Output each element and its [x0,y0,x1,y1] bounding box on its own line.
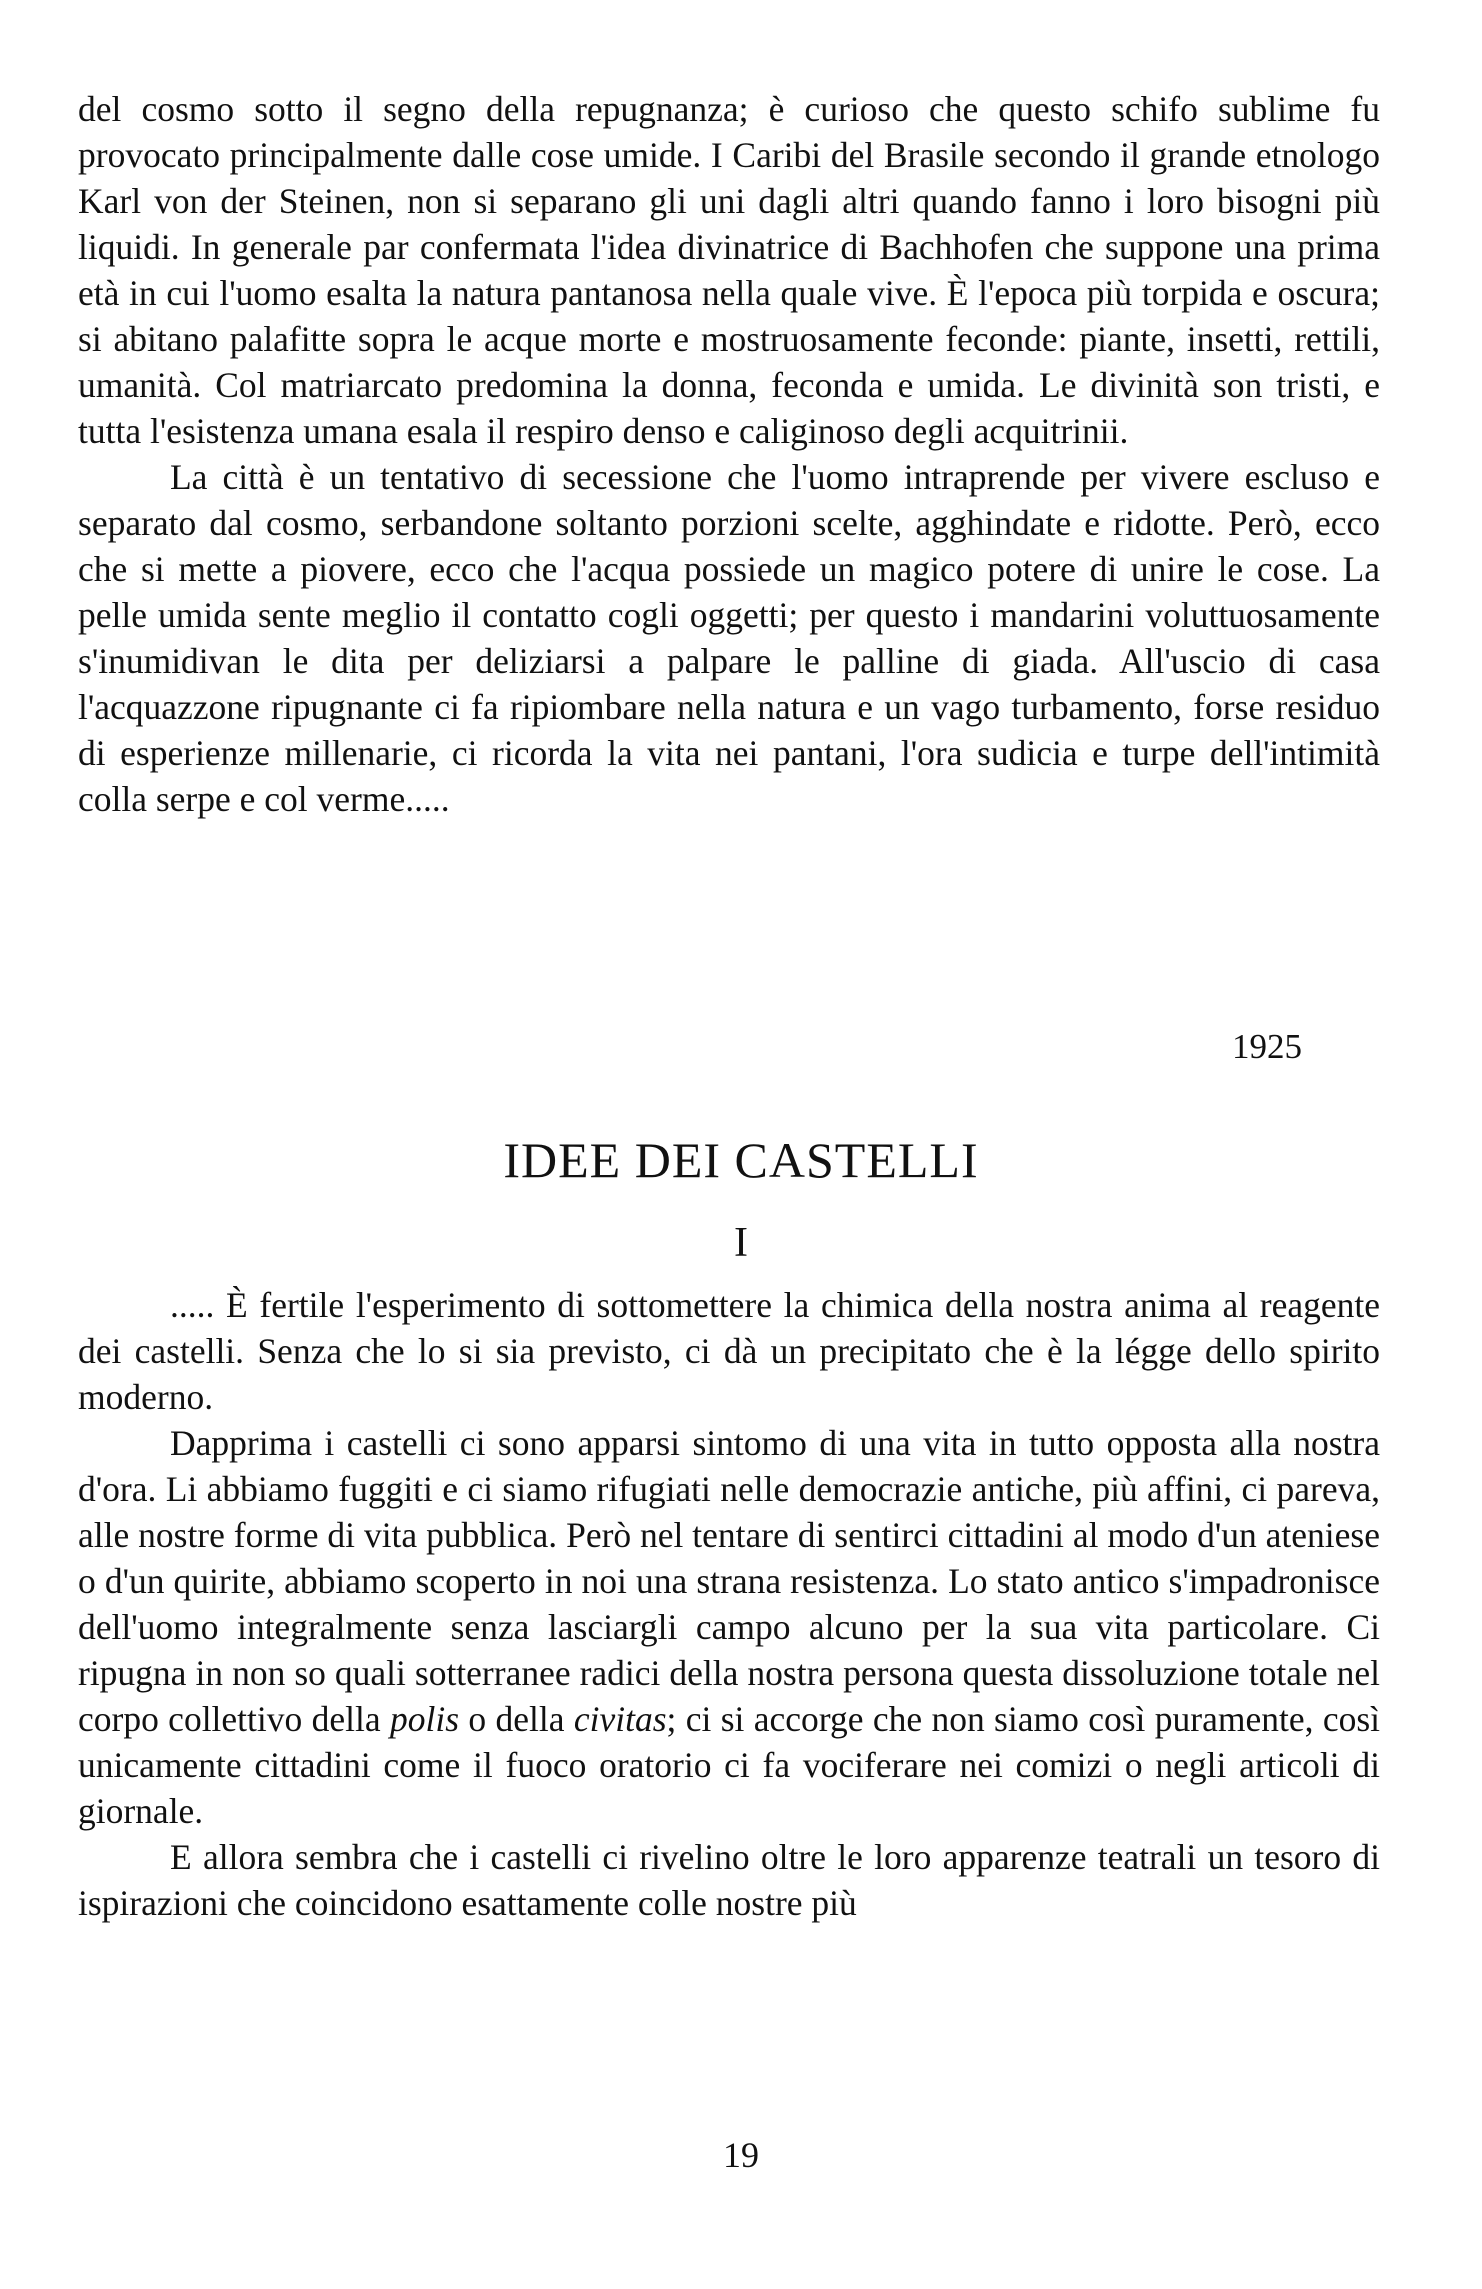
paragraph-text: Dapprima i castelli ci sono apparsi sintomo di una vita in tutto opposta alla nostra d'ora. Li abbiamo fuggiti e ci siamo rifugiati nelle democrazie antiche, più affini, ci pareva, alle nostre forme di vita pubblica. Però nel tentare di sentirci cittadini al modo d'un ateniese o d'un quirite, abbiamo scoperto in noi una strana resistenza. Lo stato antico s'impadronisce dell'uomo integralmente senza lasciargli campo alcuno per la sua vita particolare. Ci ripugna in non so quali sotterranee radici della nostra persona questa dissoluzione totale nel corpo collettivo della [78,1423,1380,1739]
section-numeral: I [734,1220,748,1266]
essay-body [78,1282,1380,1926]
paragraph [78,1420,1380,1834]
paragraph: del cosmo sotto il segno della repugnanza; è curioso che questo schifo sublime fu provocato principalmente dalle cose umide. I Caribi del Brasile secondo il grande etnologo Karl von der Steinen, non si separano gli uni dagli altri quando fanno i loro bisogni più liquidi. In generale par confermata l'idea divinatrice di Bachhofen che suppone una prima età in cui l'uomo esalta la natura pantanosa nella quale vive. È l'epoca più torpida e oscura; si abitano palafitte sopra le acque morte e mostruosamente feconde: piante, insetti, rettili, umanità. Col matriarcato predomina la donna, feconda e umida. Le divinità son tristi, e tutta l'esistenza umana esala il respiro denso e caliginoso degli acquitrinii. [78,89,1380,451]
paragraph: La città è un tentativo di secessione che l'uomo intraprende per vivere escluso e separato dal cosmo, serbandone soltanto porzioni scelte, agghindate e ridotte. Però, ecco che si mette a piovere, ecco che l'acqua possiede un magico potere di unire le cose. La pelle umida sente meglio il contatto cogli oggetti; per questo i mandarini voluttuosamente s'inumidivan le dita per deliziarsi a palpare le palline di giada. All'uscio di casa l'acquazzone ripugnante ci fa ripiombare nella natura e un vago turbamento, forse residuo di esperienze millenarie, ci ricorda la vita nei pantani, l'ora sudicia e turpe dell'intimità colla serpe e col verme..... [78,457,1380,819]
essay-conclusion [78,86,1380,822]
paragraph: ..... È fertile l'esperimento di sottomettere la chimica della nostra anima al reagente dei castelli. Senza che lo si sia previsto, ci dà un precipitato che è la légge dello spirito moderno. [78,1285,1380,1417]
paragraph-text: ; ci si accorge che non siamo così puramente, così unicamente cittadini come il fuoco oratorio ci fa vociferare nei comizi o negli articoli di giornale. [78,1699,1380,1831]
essay-date: 1925 [1232,1027,1302,1066]
italic-term-polis: polis [389,1699,460,1739]
italic-term-civitas: civitas [573,1699,667,1739]
page-number: 19 [723,2135,759,2175]
paragraph-text: o della [459,1699,574,1739]
paragraph: E allora sembra che i castelli ci rivelino oltre le loro apparenze teatrali un tesoro di ispirazioni che coincidono esattamente colle nostre più [78,1837,1380,1923]
chapter-title: IDEE DEI CASTELLI [503,1132,979,1188]
